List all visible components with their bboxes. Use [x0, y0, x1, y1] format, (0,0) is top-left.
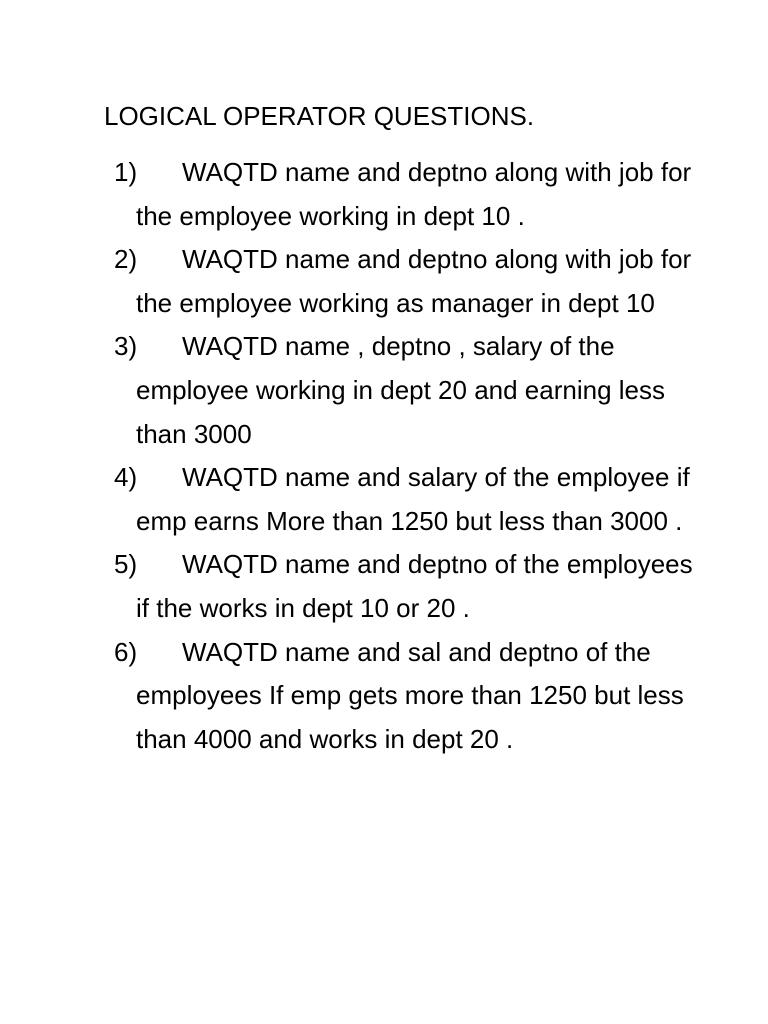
question-text: WAQTD name and deptno along with job for the employee working in dept 10 .: [136, 157, 692, 231]
question-item: [0, 456, 696, 543]
question-item: [0, 325, 696, 456]
question-item: [0, 151, 696, 238]
question-number: 6): [114, 636, 138, 667]
document-title: LOGICAL OPERATOR QUESTIONS.: [104, 101, 535, 131]
question-list: [0, 151, 768, 761]
question-number: 2): [114, 244, 138, 275]
question-number: 1): [114, 157, 138, 187]
question-number: 4): [114, 462, 138, 493]
question-text: WAQTD name and salary of the employee if emp earns More than 1250 but less than 3000 .: [136, 462, 690, 536]
question-text: WAQTD name and deptno of the employees if the works in dept 10 or 20 .: [136, 549, 693, 623]
question-item: [0, 238, 696, 325]
question-number: 5): [114, 549, 138, 580]
question-item: [0, 543, 696, 630]
question-item: [0, 631, 696, 762]
question-number: 3): [114, 331, 138, 362]
question-text: WAQTD name and sal and deptno of the employees If emp gets more than 1250 but less than 4000 and works in dept 20 .: [136, 636, 684, 754]
question-text: WAQTD name and deptno along with job for the employee working as manager in dept 10: [136, 244, 692, 318]
question-text: WAQTD name , deptno , salary of the employee working in dept 20 and earning less than 3000: [136, 331, 666, 449]
